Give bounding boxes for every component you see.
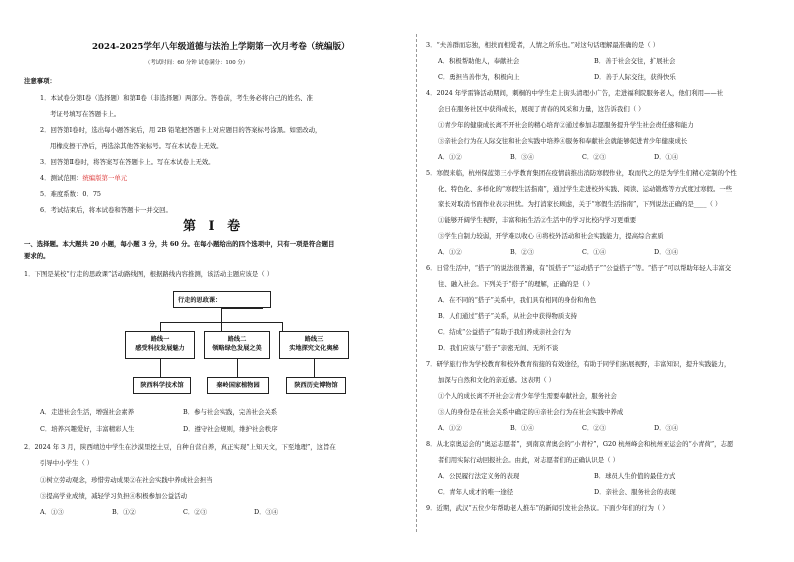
note-line: 考证号填写在答题卡上。 [50,110,121,118]
option: B．①④ [510,424,534,432]
option: D．①④ [654,153,679,161]
question-5-line: 家长对取消书面作业表示担忧。为打消家长顾虑，关于“寒假生活指南”，下列说法正确的是____（ ） [438,200,722,208]
scope-line [40,174,127,182]
question-2-line: ③提高学业成绩，减轻学习负担④积极参加公益活动 [40,492,187,500]
connector [237,359,238,377]
route-box-3: 路线三 实地探究文化奥秘 [279,331,349,359]
note-line: 3．回答第Ⅱ卷时，将答案写在答题卡上。写在本试卷上无效。 [40,158,215,166]
question-4-line: 会日在服务社区中获得成长，展现了青春的风采和力量，这告诉我们（ ） [438,105,645,113]
question-5: 5．寒假来临，杭州保蓝第三小学教育集团在疫情前推出消防寒假作业，取而代之的是为学生们精心定制的个性 [426,169,737,177]
exam-title: 2024-2025学年八年级道德与法治上学期第一次月考卷（统编版） [92,42,350,52]
route-box-1: 路线一 感受科技发展魅力 [125,331,195,359]
connector [160,322,161,331]
dest-box-3: 陕西历史博物馆 [286,377,346,394]
option: C．①④ [582,248,607,256]
question-5-line: ①能够开阔学生视野，丰富和拓生活②生活中的学习比校内学习更重要 [438,216,637,224]
column-divider [416,34,417,532]
scope-label: 4．测试范围： [40,174,83,182]
section-title: 第 Ⅰ 卷 [183,219,245,234]
section-heading-cont: 要求的。 [24,252,50,260]
option: A．积极帮助他人，奉献社会 [438,57,520,65]
option: D．③④ [654,424,679,432]
question-7-line: ③人的身份是在社会关系中确定的④亲社会行为在社会实践中养成 [438,408,624,416]
option: B．善于社会交往，扩展社会 [594,57,676,65]
note-line: 2．回答第Ⅰ卷时，选出每小题答案后，用 2B 铅笔把答题卡上对应题目的答案标号涂黑。如需改动， [40,126,322,134]
question-7-line: ①个人的成长离不开社会②青少年学生需要奉献社会，服务社会 [438,392,617,400]
option: C．勇担当善作为，积极向上 [438,73,520,81]
question-7-line: 加深与自然和文化的亲近感。这表明（ ） [438,376,556,384]
option: D．遵守社会规则，维护社会秩序 [183,425,278,433]
question-5-line: 化、特色化、多样化的“寒假生活指南”，通过学生走进校外实践、阅读、运动锻炼等方式度过寒假。一些 [438,185,733,193]
option: A．①③ [40,508,64,516]
note-line: 用橡皮擦干净后，再选涂其他答案标号。写在本试卷上无效。 [50,142,223,150]
connector [221,308,222,322]
difficulty-line: 5．难度系数：0．75 [40,190,101,198]
question-9: 9．近期，武汉“五位少年帮助老人推车”的新闻引发社会热议。下面少年们的行为（ ） [426,504,669,512]
option: A．走进社会生活，增强社会素养 [40,408,135,416]
option: B．②③ [510,248,534,256]
option: C．培养兴趣爱好，丰富精彩人生 [40,425,135,433]
option: D．我们应该与“搭子”亲密无间、无所不谈 [438,344,559,352]
option: A．公民履行法定义务的表现 [438,472,520,480]
route-box-2: 路线二 领略绿色发展之美 [204,331,270,359]
dest-box-1: 陕西科学技术馆 [133,377,191,394]
option: A．①② [438,153,462,161]
option: A．在不同的“搭子”关系中，我们具有相同的身份和角色 [438,296,597,304]
option: B．球员人生价值的最佳方式 [594,472,676,480]
option: C．②③ [582,424,607,432]
right-column [418,0,794,562]
diagram-top-box: 行走的思政课： [173,291,271,308]
option: B．参与社会实践，完善社会关系 [183,408,278,416]
option: D．善于人际交往，获得快乐 [594,73,676,81]
option: A．①② [438,248,462,256]
question-2: 2．2024 年 3 月，陕西靖边中学生在沙漠里挖土豆，自种自营自养，真正实现“上知天文，下至地理”，这旨在 [24,443,336,451]
option: C．②③ [183,508,208,516]
question-4-line: ①青少年的健康成长离不开社会的精心培育②通过参加志愿服务提升学生社会责任感和能力 [438,121,694,129]
option: C．②③ [582,153,607,161]
question-5-line: ③学生自制力较弱，开学难以收心 ④将校外活动和社会实践能力，提高综合素质 [438,232,664,240]
question-4-line: ③亲社会行为在人际交往和社会实践中培养④服务和奉献社会就能够促进青少年健康成长 [438,137,688,145]
question-4: 4．2024 年学雷锋活动期间，刺桐的中学生走上街头清理小广告，走进福利院服务老人，他们利用——社 [426,89,724,97]
connector [160,359,161,377]
question-2-line: 引导中小学生（ ） [40,459,94,467]
option: C．青年人成才的唯一途径 [438,488,514,496]
connector [314,359,315,377]
question-6: 6．日常生活中，“搭子”的说法很普遍，有“饭搭子”“运动搭子”“公益搭子”等。“搭子”可以帮助年轻人丰富交 [426,264,732,272]
question-3: 3．“夫善群而忘独，相扶而相爱者，人情之所乐也。”对这句话理解最准确的是（ ） [426,41,660,49]
notes-heading: 注意事项： [24,77,56,85]
question-8: 8．从北京奥运会的“奥运志愿者”，到南京青奥会的“小青柠”，G20 杭州峰会和杭州亚运会的“小青荷”，志愿 [426,440,734,448]
exam-info: （考试时间：60 分钟 试卷满分：100 分） [145,60,249,66]
dest-box-2: 秦岭国家植物园 [207,377,269,394]
option: D．③④ [654,248,679,256]
connector [282,322,283,331]
note-line: 1．本试卷分第Ⅰ卷（选择题）和第Ⅱ卷（非选择题）两部分。答卷前，考生务必将自己的姓名、准 [40,94,313,102]
section-heading: 一、选择题。本大题共 20 小题，每小题 3 分，共 60 分。在每小题给出的四个选项中，只有一项是符合题目 [24,240,335,248]
option: A．①② [438,424,462,432]
connector [221,322,222,331]
option: C．结成“公益搭子”有助于我们养成亲社会行为 [438,328,571,336]
question-6-line: 往、融入社会。下列关于“搭子”的理解，正确的是（ ） [438,280,594,288]
question-7: 7．研学旅行作为学校教育和校外教育衔接的有效途径，有助于同学们拓展视野，丰富知识，提升实践能力， [426,360,731,368]
scope-value: 统编版第一单元 [82,174,128,182]
question-1: 1．下图是某校“行走的思政课”活动路线图，根据路线内容推测，该活动主题应该是（ ） [24,270,274,278]
note-line: 6．考试结束后，将本试卷和答题卡一并交回。 [40,206,172,214]
option: B．人们通过“搭子”关系，从社会中获得物质支持 [438,312,578,320]
question-8-line: 者们用实际行动回报社会。由此，对志愿者们的正确认识是（ ） [438,456,619,464]
question-2-line: ①树立劳动观念，珍惜劳动成果②在社会实践中养成社会担当 [40,476,213,484]
option: B．①② [112,508,136,516]
option: D．亲社会、服务社会的表现 [594,488,676,496]
option: D．③④ [254,508,279,516]
option: B．③④ [510,153,534,161]
